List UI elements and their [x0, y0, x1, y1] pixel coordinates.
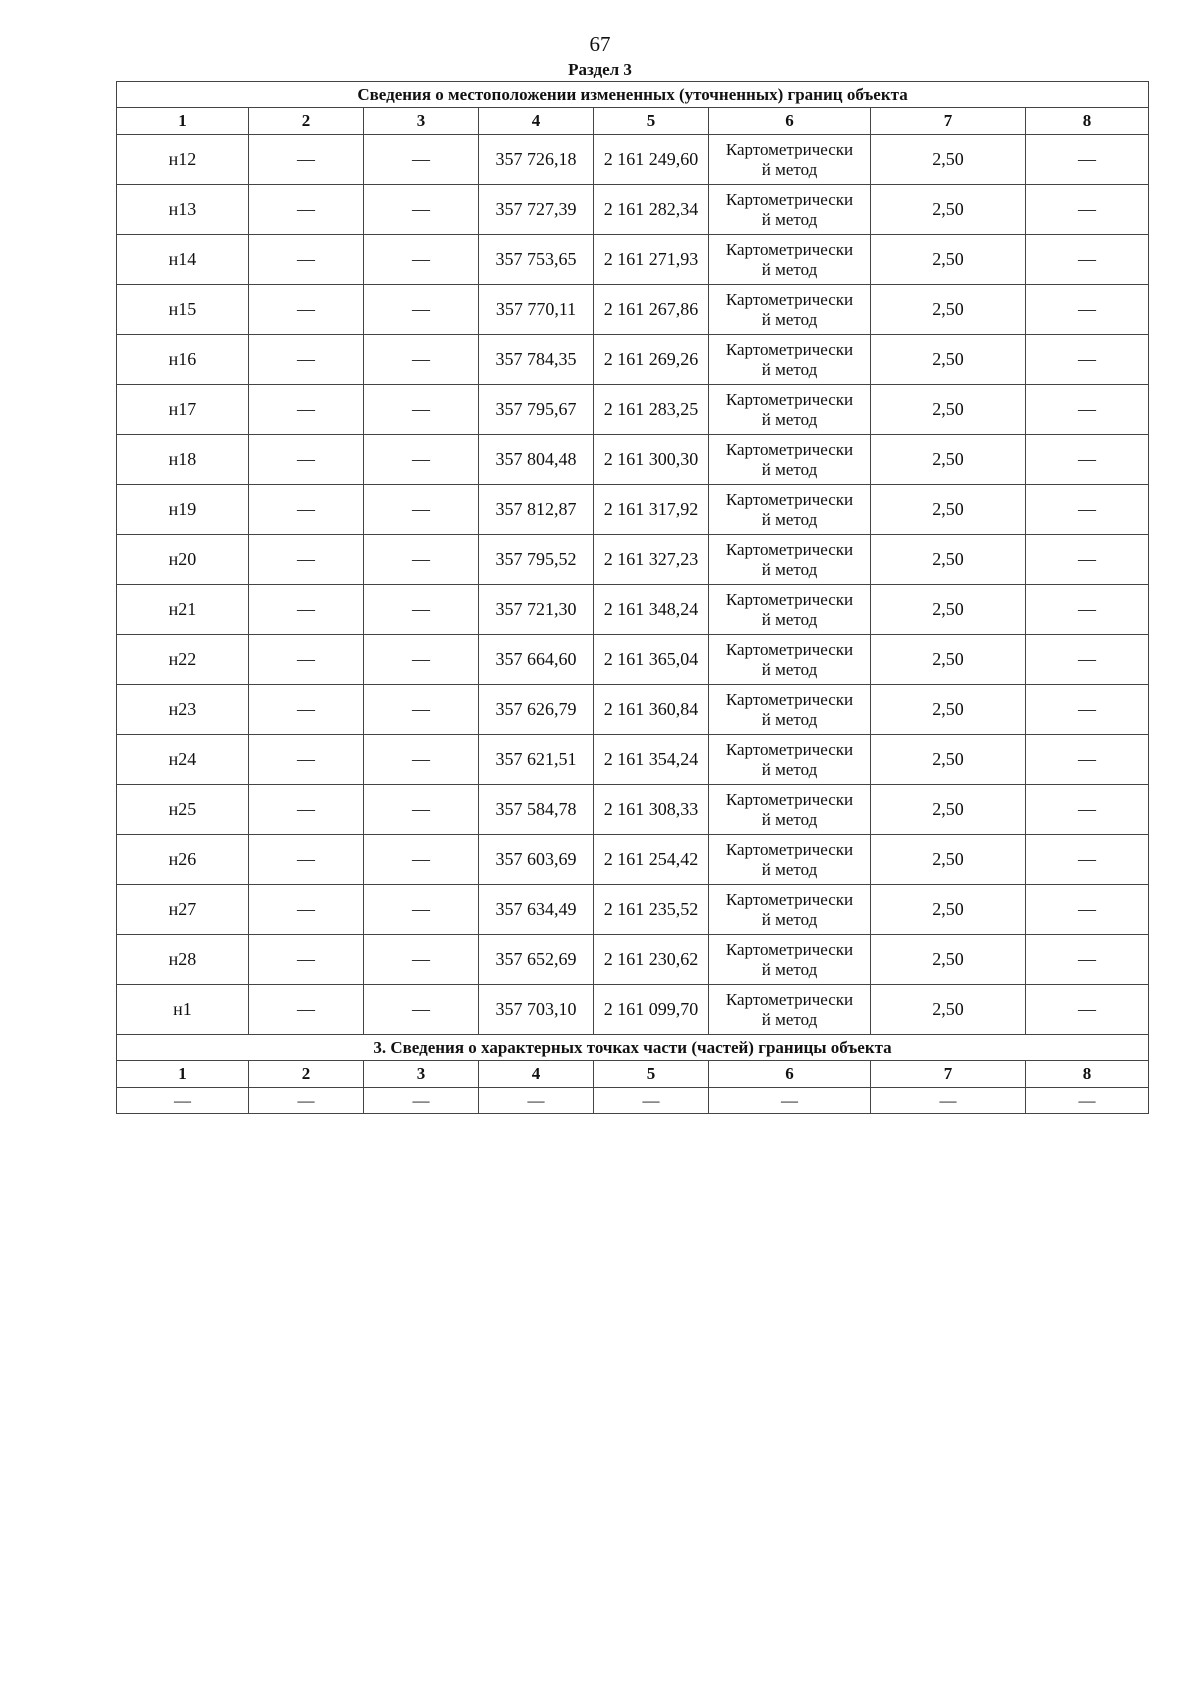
method-cell [709, 135, 871, 185]
point-name-cell: н25 [117, 785, 249, 835]
x-coordinate-cell: 357 753,65 [479, 235, 594, 285]
column-8-cell: — [1026, 135, 1149, 185]
column-2-cell: — [249, 985, 364, 1035]
method-cell [709, 585, 871, 635]
x-coordinate-cell: 357 703,10 [479, 985, 594, 1035]
method-cell [709, 235, 871, 285]
x-coordinate-cell: 357 770,11 [479, 285, 594, 335]
part-title: 3. Сведения о характерных точках части (частей) границы объекта [117, 1035, 1149, 1061]
x-coordinate-cell: 357 726,18 [479, 135, 594, 185]
column-number: 3 [364, 108, 479, 135]
y-coordinate-cell: 2 161 099,70 [594, 985, 709, 1035]
column-number: 2 [249, 108, 364, 135]
column-3-cell: — [364, 785, 479, 835]
table-row [117, 235, 1149, 285]
method-cell [709, 485, 871, 535]
page-number: 67 [589, 32, 611, 56]
x-coordinate-cell: 357 795,67 [479, 385, 594, 435]
column-8-cell: — [1026, 435, 1149, 485]
method-line-1: Картометрически [725, 839, 854, 859]
method-cell [709, 835, 871, 885]
part-empty-row [117, 1088, 1149, 1114]
accuracy-cell: 2,50 [871, 535, 1026, 585]
x-coordinate-cell: 357 603,69 [479, 835, 594, 885]
method-line-2: й метод [761, 809, 818, 829]
column-3-cell: — [364, 385, 479, 435]
table-row [117, 335, 1149, 385]
x-coordinate-cell: 357 784,35 [479, 335, 594, 385]
column-2-cell: — [249, 735, 364, 785]
table-row [117, 735, 1149, 785]
column-8-cell: — [1026, 785, 1149, 835]
y-coordinate-cell: 2 161 282,34 [594, 185, 709, 235]
table-title-row [117, 82, 1149, 108]
column-8-cell: — [1026, 835, 1149, 885]
column-3-cell: — [364, 985, 479, 1035]
method-line-2: й метод [761, 459, 818, 479]
accuracy-cell: 2,50 [871, 685, 1026, 735]
column-number: 4 [479, 108, 594, 135]
method-line-2: й метод [761, 159, 818, 179]
method-line-2: й метод [761, 309, 818, 329]
method-line-1: Картометрически [725, 189, 854, 209]
point-name-cell: н16 [117, 335, 249, 385]
column-3-cell: — [364, 235, 479, 285]
x-coordinate-cell: 357 621,51 [479, 735, 594, 785]
table-row [117, 385, 1149, 435]
point-name-cell: н24 [117, 735, 249, 785]
accuracy-cell: 2,50 [871, 735, 1026, 785]
point-name-cell: н18 [117, 435, 249, 485]
method-line-1: Картометрически [725, 739, 854, 759]
table-row [117, 185, 1149, 235]
method-line-1: Картометрически [725, 439, 854, 459]
column-number: 6 [709, 108, 871, 135]
x-coordinate-cell: 357 812,87 [479, 485, 594, 535]
column-3-cell: — [364, 885, 479, 935]
method-line-2: й метод [761, 709, 818, 729]
accuracy-cell: 2,50 [871, 285, 1026, 335]
column-2-cell: — [249, 485, 364, 535]
method-line-2: й метод [761, 759, 818, 779]
column-2-cell: — [249, 585, 364, 635]
column-number: 1 [117, 108, 249, 135]
column-8-cell: — [1026, 335, 1149, 385]
point-name-cell: н17 [117, 385, 249, 435]
boundary-table [116, 81, 1149, 1114]
column-3-cell: — [364, 685, 479, 735]
part-cell: — [249, 1088, 364, 1114]
x-coordinate-cell: 357 721,30 [479, 585, 594, 635]
table-row [117, 785, 1149, 835]
point-name-cell: н15 [117, 285, 249, 335]
column-3-cell: — [364, 835, 479, 885]
method-line-1: Картометрически [725, 489, 854, 509]
column-number: 7 [871, 108, 1026, 135]
column-8-cell: — [1026, 535, 1149, 585]
method-cell [709, 785, 871, 835]
y-coordinate-cell: 2 161 327,23 [594, 535, 709, 585]
table-row [117, 435, 1149, 485]
table-row [117, 535, 1149, 585]
y-coordinate-cell: 2 161 267,86 [594, 285, 709, 335]
y-coordinate-cell: 2 161 354,24 [594, 735, 709, 785]
method-line-2: й метод [761, 509, 818, 529]
column-2-cell: — [249, 385, 364, 435]
method-cell [709, 885, 871, 935]
part-column-number: 8 [1026, 1061, 1149, 1088]
part-cell: — [594, 1088, 709, 1114]
part-column-number: 3 [364, 1061, 479, 1088]
method-line-1: Картометрически [725, 339, 854, 359]
column-8-cell: — [1026, 685, 1149, 735]
column-8-cell: — [1026, 985, 1149, 1035]
accuracy-cell: 2,50 [871, 435, 1026, 485]
method-cell [709, 335, 871, 385]
y-coordinate-cell: 2 161 271,93 [594, 235, 709, 285]
column-8-cell: — [1026, 735, 1149, 785]
column-number: 5 [594, 108, 709, 135]
accuracy-cell: 2,50 [871, 585, 1026, 635]
method-line-2: й метод [761, 359, 818, 379]
column-number-row [117, 108, 1149, 135]
accuracy-cell: 2,50 [871, 185, 1026, 235]
part-cell: — [479, 1088, 594, 1114]
method-line-2: й метод [761, 209, 818, 229]
point-name-cell: н26 [117, 835, 249, 885]
y-coordinate-cell: 2 161 283,25 [594, 385, 709, 435]
accuracy-cell: 2,50 [871, 935, 1026, 985]
y-coordinate-cell: 2 161 269,26 [594, 335, 709, 385]
method-cell [709, 735, 871, 785]
column-2-cell: — [249, 335, 364, 385]
method-line-2: й метод [761, 409, 818, 429]
table-row [117, 985, 1149, 1035]
column-3-cell: — [364, 285, 479, 335]
column-2-cell: — [249, 185, 364, 235]
y-coordinate-cell: 2 161 317,92 [594, 485, 709, 535]
point-name-cell: н12 [117, 135, 249, 185]
accuracy-cell: 2,50 [871, 235, 1026, 285]
y-coordinate-cell: 2 161 348,24 [594, 585, 709, 635]
x-coordinate-cell: 357 634,49 [479, 885, 594, 935]
y-coordinate-cell: 2 161 365,04 [594, 635, 709, 685]
method-line-1: Картометрически [725, 889, 854, 909]
method-cell [709, 985, 871, 1035]
table-row [117, 485, 1149, 535]
part-column-number: 2 [249, 1061, 364, 1088]
table-row [117, 885, 1149, 935]
method-line-2: й метод [761, 959, 818, 979]
accuracy-cell: 2,50 [871, 135, 1026, 185]
method-line-1: Картометрически [725, 639, 854, 659]
column-2-cell: — [249, 535, 364, 585]
table-row [117, 285, 1149, 335]
section-title: Раздел 3 [568, 60, 632, 79]
method-line-2: й метод [761, 609, 818, 629]
x-coordinate-cell: 357 626,79 [479, 685, 594, 735]
table-row [117, 835, 1149, 885]
y-coordinate-cell: 2 161 308,33 [594, 785, 709, 835]
column-2-cell: — [249, 235, 364, 285]
part-column-number-row [117, 1061, 1149, 1088]
accuracy-cell: 2,50 [871, 385, 1026, 435]
column-8-cell: — [1026, 235, 1149, 285]
method-cell [709, 535, 871, 585]
x-coordinate-cell: 357 795,52 [479, 535, 594, 585]
column-3-cell: — [364, 935, 479, 985]
column-8-cell: — [1026, 185, 1149, 235]
point-name-cell: н20 [117, 535, 249, 585]
column-3-cell: — [364, 335, 479, 385]
table-row [117, 135, 1149, 185]
y-coordinate-cell: 2 161 300,30 [594, 435, 709, 485]
accuracy-cell: 2,50 [871, 785, 1026, 835]
column-3-cell: — [364, 185, 479, 235]
column-2-cell: — [249, 685, 364, 735]
point-name-cell: н14 [117, 235, 249, 285]
table-row [117, 935, 1149, 985]
part-cell: — [364, 1088, 479, 1114]
table-row [117, 585, 1149, 635]
accuracy-cell: 2,50 [871, 835, 1026, 885]
column-3-cell: — [364, 485, 479, 535]
method-cell [709, 935, 871, 985]
column-2-cell: — [249, 835, 364, 885]
method-cell [709, 685, 871, 735]
point-name-cell: н23 [117, 685, 249, 735]
column-2-cell: — [249, 435, 364, 485]
x-coordinate-cell: 357 804,48 [479, 435, 594, 485]
point-name-cell: н22 [117, 635, 249, 685]
column-3-cell: — [364, 735, 479, 785]
part-cell: — [709, 1088, 871, 1114]
method-line-1: Картометрически [725, 689, 854, 709]
part-table-body [117, 1035, 1149, 1114]
point-name-cell: н28 [117, 935, 249, 985]
column-3-cell: — [364, 635, 479, 685]
column-2-cell: — [249, 135, 364, 185]
column-3-cell: — [364, 135, 479, 185]
method-line-1: Картометрически [725, 539, 854, 559]
method-line-1: Картометрически [725, 289, 854, 309]
method-line-1: Картометрически [725, 589, 854, 609]
y-coordinate-cell: 2 161 235,52 [594, 885, 709, 935]
column-8-cell: — [1026, 635, 1149, 685]
method-line-2: й метод [761, 909, 818, 929]
part-column-number: 4 [479, 1061, 594, 1088]
x-coordinate-cell: 357 664,60 [479, 635, 594, 685]
table-row [117, 635, 1149, 685]
method-cell [709, 435, 871, 485]
accuracy-cell: 2,50 [871, 335, 1026, 385]
accuracy-cell: 2,50 [871, 485, 1026, 535]
table-row [117, 685, 1149, 735]
column-2-cell: — [249, 935, 364, 985]
part-column-number: 6 [709, 1061, 871, 1088]
method-line-1: Картометрически [725, 789, 854, 809]
x-coordinate-cell: 357 584,78 [479, 785, 594, 835]
method-cell [709, 385, 871, 435]
method-line-1: Картометрически [725, 989, 854, 1009]
part-column-number: 1 [117, 1061, 249, 1088]
method-line-2: й метод [761, 1009, 818, 1029]
accuracy-cell: 2,50 [871, 885, 1026, 935]
column-number: 8 [1026, 108, 1149, 135]
point-name-cell: н1 [117, 985, 249, 1035]
column-8-cell: — [1026, 285, 1149, 335]
table-title: Сведения о местоположении измененных (уточненных) границ объекта [117, 82, 1149, 108]
accuracy-cell: 2,50 [871, 985, 1026, 1035]
part-cell: — [1026, 1088, 1149, 1114]
method-line-1: Картометрически [725, 139, 854, 159]
point-name-cell: н27 [117, 885, 249, 935]
y-coordinate-cell: 2 161 249,60 [594, 135, 709, 185]
method-line-1: Картометрически [725, 939, 854, 959]
column-2-cell: — [249, 635, 364, 685]
x-coordinate-cell: 357 727,39 [479, 185, 594, 235]
table-body [117, 82, 1149, 1035]
column-2-cell: — [249, 285, 364, 335]
part-cell: — [871, 1088, 1026, 1114]
column-3-cell: — [364, 585, 479, 635]
point-name-cell: н13 [117, 185, 249, 235]
part-column-number: 7 [871, 1061, 1026, 1088]
column-3-cell: — [364, 435, 479, 485]
column-8-cell: — [1026, 885, 1149, 935]
point-name-cell: н21 [117, 585, 249, 635]
column-8-cell: — [1026, 935, 1149, 985]
y-coordinate-cell: 2 161 360,84 [594, 685, 709, 735]
method-line-1: Картометрически [725, 239, 854, 259]
method-line-2: й метод [761, 559, 818, 579]
column-8-cell: — [1026, 485, 1149, 535]
method-cell [709, 185, 871, 235]
accuracy-cell: 2,50 [871, 635, 1026, 685]
x-coordinate-cell: 357 652,69 [479, 935, 594, 985]
y-coordinate-cell: 2 161 254,42 [594, 835, 709, 885]
column-8-cell: — [1026, 585, 1149, 635]
y-coordinate-cell: 2 161 230,62 [594, 935, 709, 985]
column-2-cell: — [249, 885, 364, 935]
column-3-cell: — [364, 535, 479, 585]
method-line-1: Картометрически [725, 389, 854, 409]
part-cell: — [117, 1088, 249, 1114]
method-cell [709, 285, 871, 335]
part-column-number: 5 [594, 1061, 709, 1088]
method-line-2: й метод [761, 859, 818, 879]
method-line-2: й метод [761, 659, 818, 679]
part-title-row [117, 1035, 1149, 1061]
point-name-cell: н19 [117, 485, 249, 535]
column-8-cell: — [1026, 385, 1149, 435]
method-line-2: й метод [761, 259, 818, 279]
method-cell [709, 635, 871, 685]
column-2-cell: — [249, 785, 364, 835]
